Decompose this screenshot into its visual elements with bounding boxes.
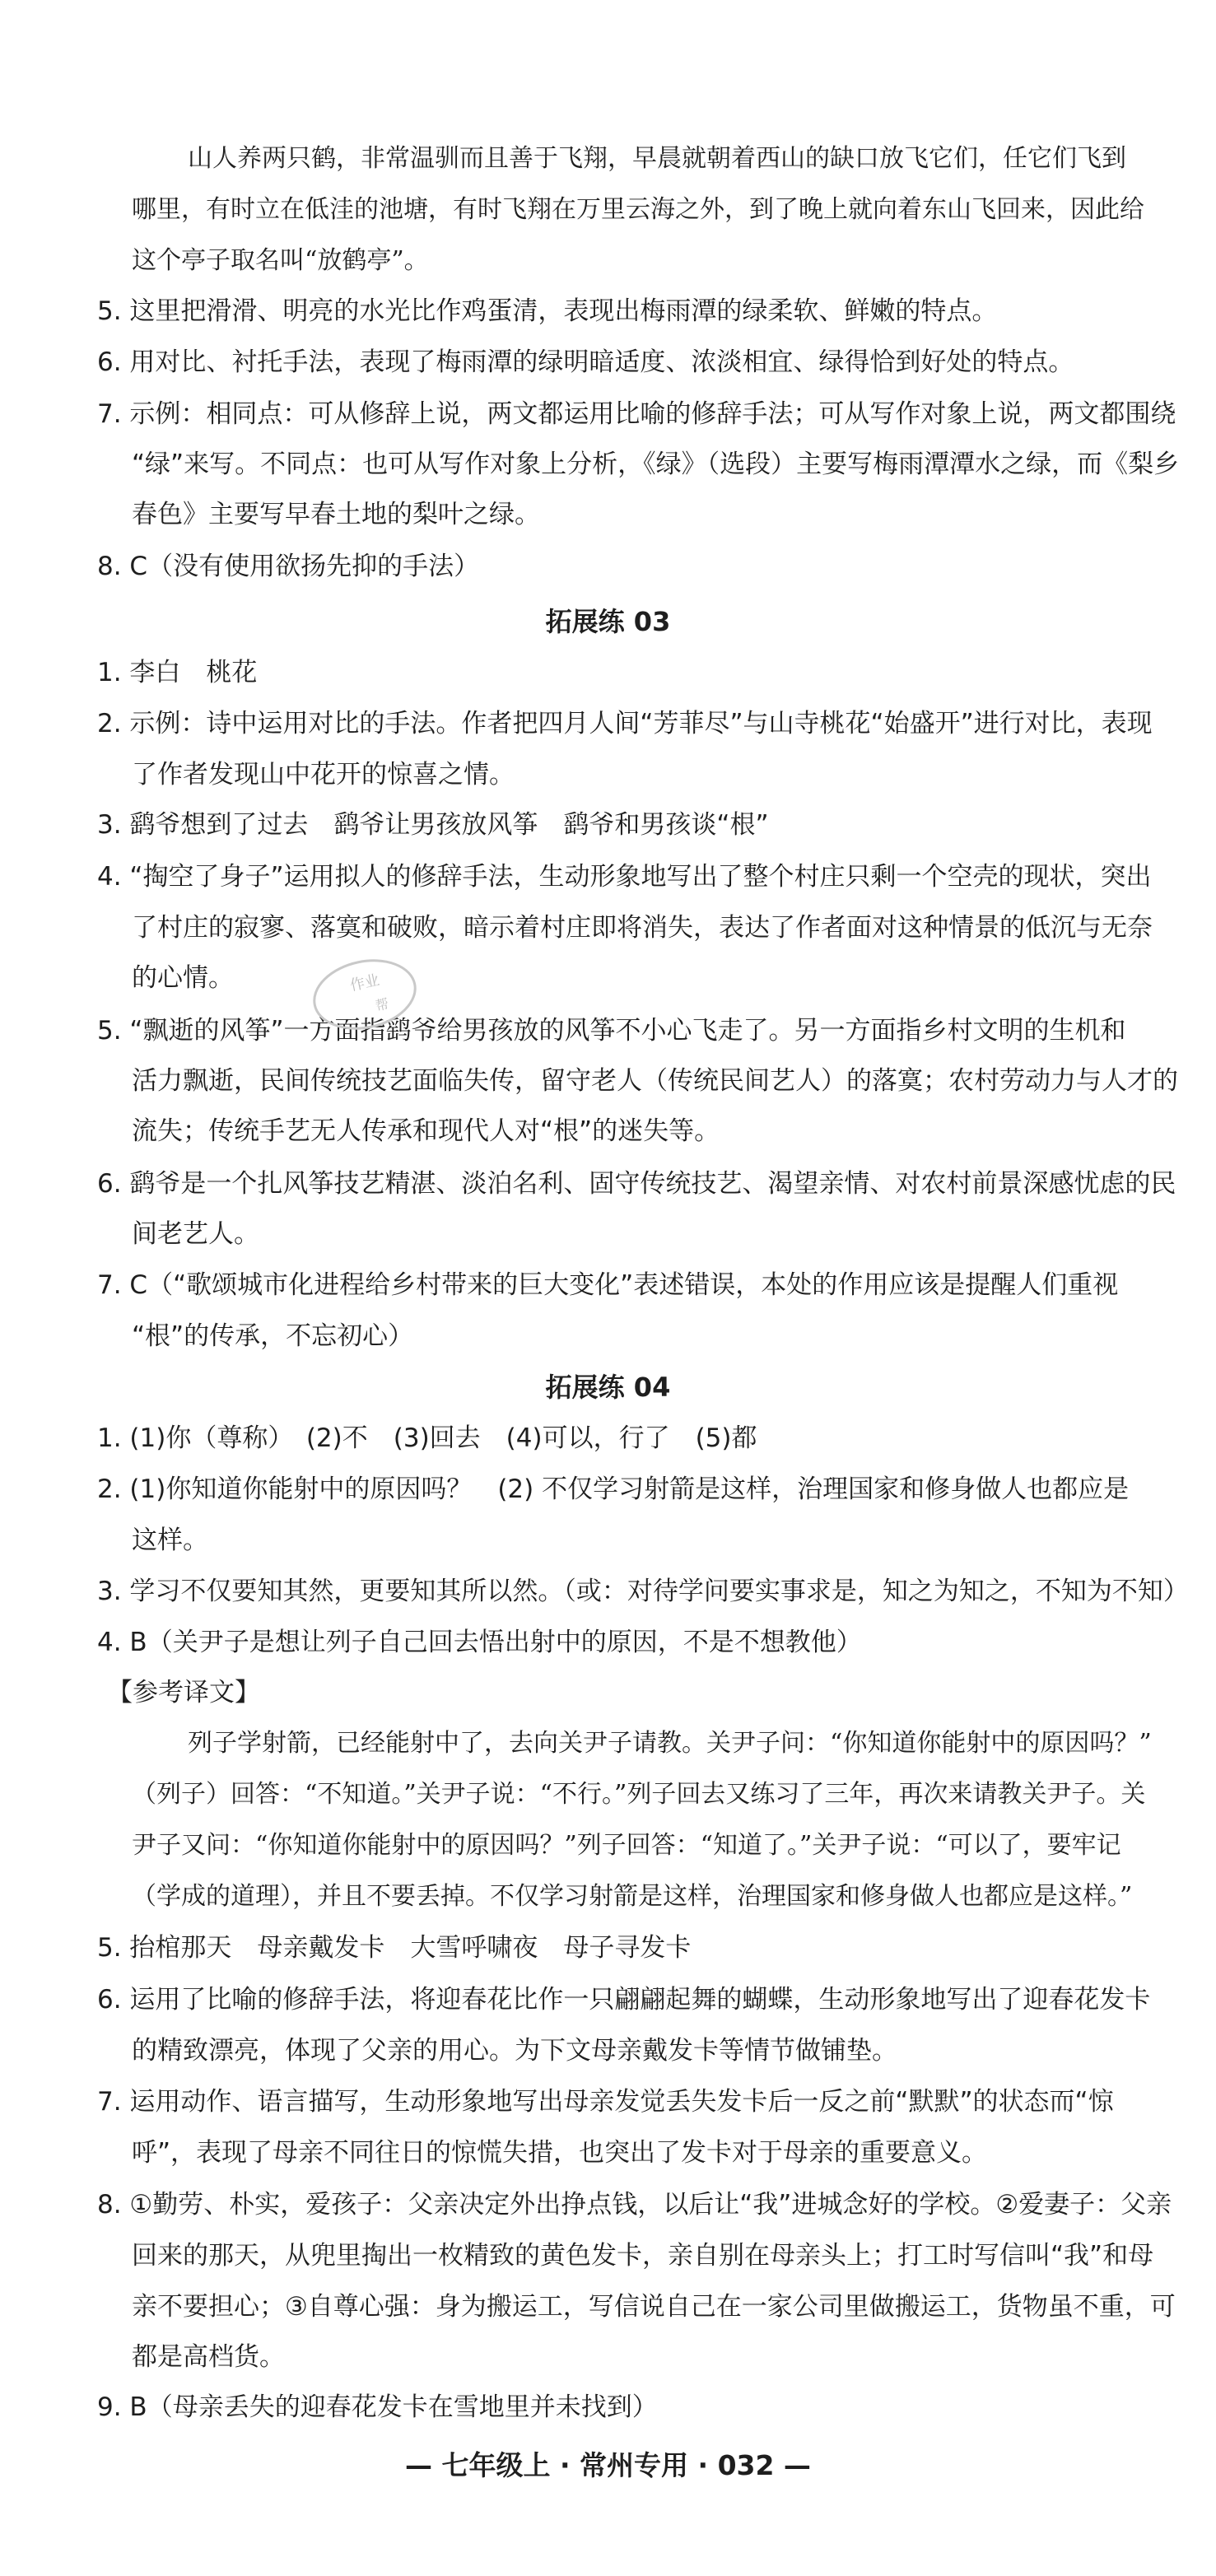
text-line: 呼”，表现了母亲不同往日的惊慌失措，也突出了发卡对于母亲的重要意义。 xyxy=(132,2138,988,2168)
answer-item-2: 2. (1)你知道你能射中的原因吗？ (2) 不仅学习射箭是这样，治理国家和修身做人也都应是 xyxy=(97,1474,1130,1504)
text-line: 流失；传统手艺无人传承和现代人对“根”的迷失等。 xyxy=(132,1116,720,1146)
answer-item-3: 3. 鹞爷想到了过去 鹞爷让男孩放风筝 鹞爷和男孩谈“根” xyxy=(97,810,769,840)
text-line: 亲不要担心；③自尊心强：身为搬运工，写信说自己在一家公司里做搬运工，货物虽不重，可 xyxy=(132,2292,1176,2322)
text-line: 哪里，有时立在低洼的池塘，有时飞翔在万里云海之外，到了晚上就向着东山飞回来，因此给 xyxy=(132,195,1144,224)
text-line: 山人养两只鹤，非常温驯而且善于飞翔，早晨就朝着西山的缺口放飞它们，任它们飞到 xyxy=(188,144,1126,173)
reference-translation-heading: 【参考译文】 xyxy=(107,1678,260,1707)
text-line: 的心情。 xyxy=(132,963,234,993)
text-line: 回来的那天，从兜里掏出一枚精致的黄色发卡，亲自别在母亲头上；打工时写信叫“我”和母 xyxy=(132,2241,1154,2271)
answer-item-4: 4. B（关尹子是想让列子自己回去悟出射中的原因，不是不想教他） xyxy=(97,1628,862,1657)
answer-item-7: 7. 运用动作、语言描写，生动形象地写出母亲发觉丢失发卡后一反之前“默默”的状态而“惊 xyxy=(97,2087,1114,2117)
answer-item-6: 6. 鹞爷是一个扎风筝技艺精湛、淡泊名利、固守传统技艺、渴望亲情、对农村前景深感忧虑的民 xyxy=(97,1169,1176,1199)
text-line: 都是高档货。 xyxy=(132,2342,285,2372)
section-title-03: 拓展练 03 xyxy=(545,606,671,637)
text-line: 这个亭子取名叫“放鹤亭”。 xyxy=(132,246,429,275)
answer-item-8: 8. ①勤劳、朴实，爱孩子：父亲决定外出挣点钱，以后让“我”进城念好的学校。②爱妻子：父亲 xyxy=(97,2190,1172,2220)
text-line: 间老艺人。 xyxy=(132,1219,259,1249)
text-line: （学成的道理），并且不要丢掉。不仅学习射箭是这样，治理国家和修身做人也都应是这样。” xyxy=(132,1882,1133,1911)
text-line: 的精致漂亮，体现了父亲的用心。为下文母亲戴发卡等情节做铺垫。 xyxy=(132,2036,897,2066)
answer-item-1: 1. 李白 桃花 xyxy=(97,658,258,687)
text-line: 列子学射箭，已经能射中了，去向关尹子请教。关尹子问：“你知道你能射中的原因吗？” xyxy=(188,1729,1152,1758)
answer-item-8: 8. C（没有使用欲扬先抑的手法） xyxy=(97,552,480,581)
text-line: 了作者发现山中花开的惊喜之情。 xyxy=(132,760,515,790)
answer-item-4: 4. “掏空了身子”运用拟人的修辞手法，生动形象地写出了整个村庄只剩一个空壳的现状，突出 xyxy=(97,862,1152,892)
watermark-stamp-icon xyxy=(295,947,435,1046)
answer-item-5: 5. 这里把滑滑、明亮的水光比作鸡蛋清，表现出梅雨潭的绿柔软、鲜嫩的特点。 xyxy=(97,296,998,326)
text-line: 尹子又问：“你知道你能射中的原因吗？”列子回答：“知道了。”关尹子说：“可以了，要牢记 xyxy=(132,1831,1121,1860)
text-line: 春色》主要写早春土地的梨叶之绿。 xyxy=(132,500,540,529)
section-title-04: 拓展练 04 xyxy=(545,1372,671,1403)
stamp-top-text: 作业 xyxy=(348,971,381,995)
text-line: “根”的传承，不忘初心） xyxy=(132,1321,414,1351)
answer-item-7: 7. C（“歌颂城市化进程给乡村带来的巨大变化”表述错误，本处的作用应该是提醒人们重视 xyxy=(97,1270,1119,1300)
text-line: 活力飘逝，民间传统技艺面临失传，留守老人（传统民间艺人）的落寞；农村劳动力与人才的 xyxy=(132,1066,1178,1096)
page-footer: — 七年级上 · 常州专用 · 032 — xyxy=(405,2449,811,2481)
answer-item-5: 5. 抬棺那天 母亲戴发卡 大雪呼啸夜 母子寻发卡 xyxy=(97,1933,692,1963)
answer-item-7: 7. 示例：相同点：可从修辞上说，两文都运用比喻的修辞手法；可从写作对象上说，两文都围绕 xyxy=(97,399,1176,429)
text-line: 了村庄的寂寥、落寞和破败，暗示着村庄即将消失，表达了作者面对这种情景的低沉与无奈 xyxy=(132,913,1153,943)
text-line: 这样。 xyxy=(132,1526,208,1555)
answer-item-5: 5. “飘逝的风筝”一方面指鹞爷给男孩放的风筝不小心飞走了。另一方面指乡村文明的生机和 xyxy=(97,1016,1126,1046)
text-line: “绿”来写。不同点：也可从写作对象上分析，《绿》（选段）主要写梅雨潭潭水之绿，而《梨乡 xyxy=(132,450,1180,479)
answer-item-9: 9. B（母亲丢失的迎春花发卡在雪地里并未找到） xyxy=(97,2392,658,2422)
answer-item-6: 6. 运用了比喻的修辞手法，将迎春花比作一只翩翩起舞的蝴蝶，生动形象地写出了迎春花发卡 xyxy=(97,1985,1151,2015)
stamp-bottom-text: 帮 xyxy=(374,995,390,1014)
answer-item-6: 6. 用对比、衬托手法，表现了梅雨潭的绿明暗适度、浓淡相宜、绿得恰到好处的特点。 xyxy=(97,347,1074,377)
text-line: （列子）回答：“不知道。”关尹子说：“不行。”列子回去又练习了三年，再次来请教关尹子。关 xyxy=(132,1780,1146,1809)
answer-item-3: 3. 学习不仅要知其然，更要知其所以然。（或：对待学问要实事求是，知之为知之，不知为不知） xyxy=(97,1577,1189,1606)
answer-item-2: 2. 示例：诗中运用对比的手法。作者把四月人间“芳菲尽”与山寺桃花“始盛开”进行对比，表现 xyxy=(97,709,1153,738)
answer-item-1: 1. (1)你（尊称） (2)不 (3)回去 (4)可以，行了 (5)都 xyxy=(97,1423,757,1453)
